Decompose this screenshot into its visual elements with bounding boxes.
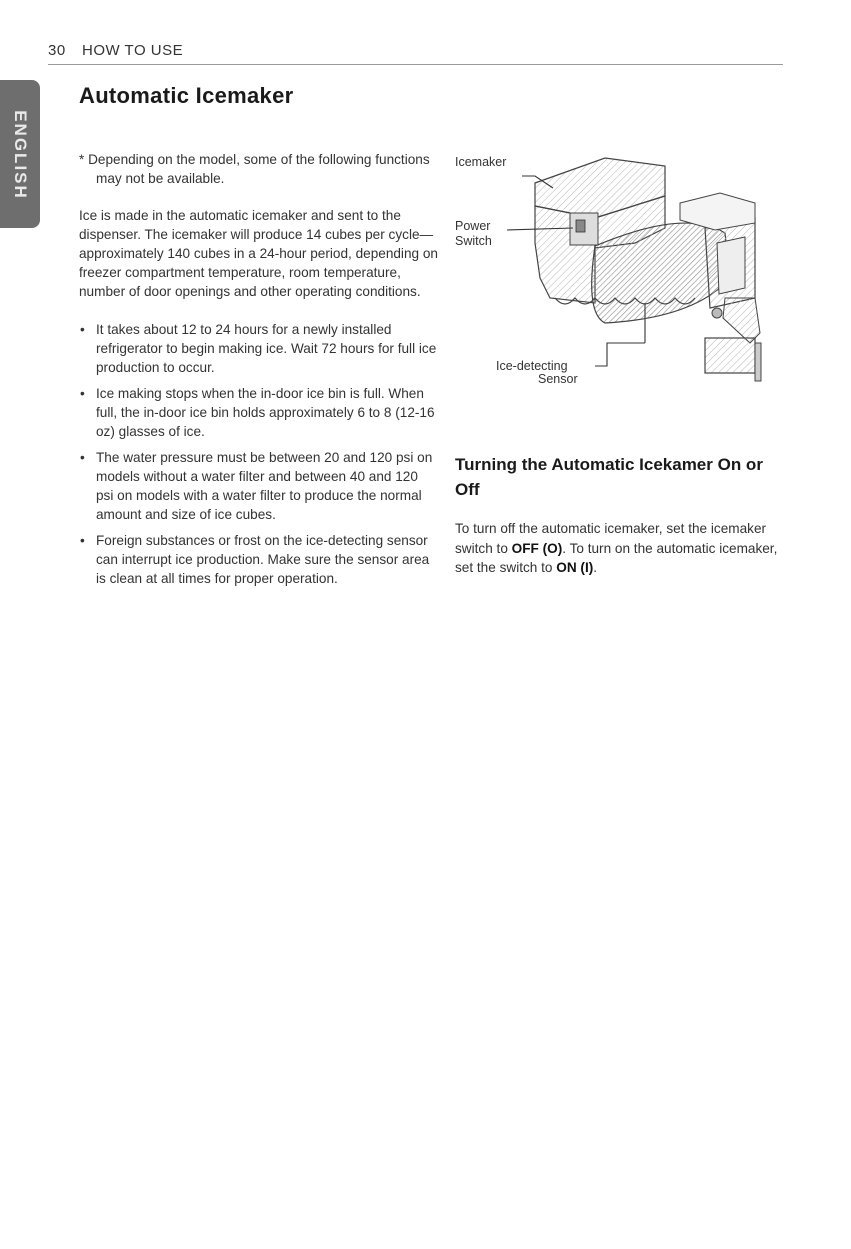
- bullet-item: • Ice making stops when the in-door ice bin is full. When full, the in-door ice bin holds approximately 6 to 8 (12-16 oz) glasses of ice.: [79, 384, 439, 441]
- icemaker-label: Icemaker: [455, 155, 507, 169]
- page-header: [48, 42, 783, 65]
- page-number: 30: [48, 42, 66, 59]
- intro-paragraph: Ice is made in the automatic icemaker and sent to the dispenser. The icemaker will produce 14 cubes per cycle—approximately 140 cubes in a 24-hour period, depending on freezer compartment temperature, room temperature, number of door openings and other operating conditions.: [79, 208, 438, 299]
- icemaker-figure: [455, 148, 775, 388]
- section-title: HOW TO USE: [82, 42, 184, 59]
- power-switch-label-1: Power: [455, 219, 491, 233]
- bullet-item: • Foreign substances or frost on the ice-detecting sensor can interrupt ice production. Make sure the sensor area is clean at all times for proper operation.: [79, 531, 439, 588]
- bullet-item: • The water pressure must be between 20 and 120 psi on models without a water filter and between 40 and 120 psi on models with a water filter to produce the normal amount and size of ice cubes.: [79, 448, 439, 524]
- icemaker-illustration: [455, 148, 775, 388]
- bullet-list: [79, 320, 439, 588]
- instruction-text: . To turn on the automatic icemaker, set the switch to: [455, 540, 778, 575]
- off-setting: OFF (O): [511, 540, 563, 556]
- model-note: * Depending on the model, some of the following functions may not be available.: [79, 152, 430, 186]
- sensor-label-1: Ice-detecting: [496, 359, 568, 373]
- language-tab-label: ENGLISH: [11, 110, 30, 200]
- sensor-label-2: Sensor: [538, 372, 578, 386]
- page-title: Automatic Icemaker: [79, 83, 294, 108]
- power-switch-label-2: Switch: [455, 234, 492, 248]
- left-column: [79, 150, 439, 595]
- bullet-item: • It takes about 12 to 24 hours for a newly installed refrigerator to begin making ice. Wait 72 hours for full ice production to occur.: [79, 320, 439, 377]
- instruction-text: .: [593, 560, 598, 575]
- instruction-paragraph: [455, 519, 785, 578]
- section-subheading: Turning the Automatic Icekamer On or Off: [455, 455, 763, 499]
- on-setting: ON (I): [556, 560, 594, 575]
- instruction-text: To turn off the automatic icemaker, set the icemaker switch to: [455, 521, 767, 556]
